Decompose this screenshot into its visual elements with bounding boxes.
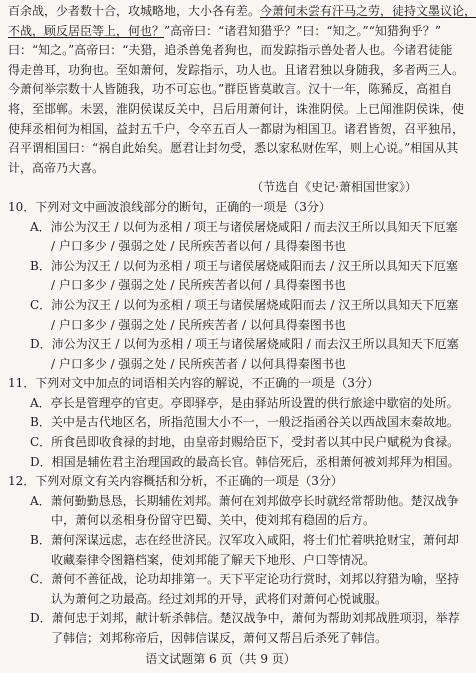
passage-line: 得走兽耳，功狗也。至如萧何，发踪指示，功人也。且诸君独以身随我，多者两三人。	[8, 62, 465, 77]
option-c[interactable]: C．萧何不善征战，论功却排第一。天下平定论功行赏时，刘邦以狩猎为喻，坚持	[30, 572, 460, 587]
passage-line: 曰：“知之。”高帝曰：“夫猎，追杀兽兔者狗也，而发踪指示兽处者人也。今诸君徒能	[8, 43, 453, 58]
option-d[interactable]: D．萧何忠于刘邦，献计斩杀韩信。楚汉战争中，萧何为帮助刘邦战胜项羽，举荐	[30, 611, 460, 626]
option-c[interactable]: C．所食邑即收食禄的封地，由皇帝封赐给臣下，受封者以其中民户赋税为食禄。	[30, 435, 460, 450]
passage	[8, 2, 476, 198]
option-c-cont: 认为萧何之功最高。经过刘邦的开导，武将们对萧何心悦诚服。	[51, 591, 388, 606]
passage-line	[8, 2, 476, 22]
option-c-cont: / 户口多少 / 强弱之处 / 民所疾苦者 / 以何具得秦图书也	[51, 317, 346, 332]
passage-line: 使拜丞相何为相国，益封五千户，令卒五百人一都尉为相国卫。诸君皆贺，召平独吊，	[8, 121, 465, 136]
question-stem: 11．下列对文中加点的词语相关内容的解说，不正确的一项是（3分）	[8, 376, 379, 391]
option-b[interactable]: B．萧何深谋远虑，志在经世济民。汉军攻入咸阳，将士们忙着哄抢财宝，萧何却	[30, 533, 459, 548]
question-11	[8, 374, 460, 472]
option-b-cont: / 户口多少 / 强弱之处 / 民所疾苦者以何 / 具得秦图书也	[51, 278, 346, 293]
option-a[interactable]: A．沛公为汉王 / 以何为丞相 / 项王与诸侯屠烧咸阳 / 而去汉王所以具知天下厄塞	[30, 219, 458, 234]
passage-source: （节选自《史记·萧相国世家》）	[251, 180, 417, 195]
option-c[interactable]: C．沛公为汉王 / 以何为丞相 / 项王与诸侯屠烧咸阳而去 / 汉王所以具知天下厄塞	[30, 297, 459, 312]
question-stem: 12．下列对原文有关内容概括和分析，不正确的一项是（3分）	[8, 474, 343, 489]
page-footer: 语文试题第 6 页（共 9 页）	[145, 652, 296, 666]
option-d[interactable]: D．沛公为汉王 / 以何为丞相 / 项王与诸侯屠烧咸阳 / 而去汉王所以具知天下厄塞	[30, 337, 459, 352]
wavy-underlined-text: 今萧何未尝有汗马之劳，徒持文墨议论，	[260, 4, 476, 18]
option-b-cont: 收藏秦律令图籍档案，使刘邦能了解天下地形、户口等情况。	[51, 552, 376, 567]
option-d-cont: / 户口多少 / 强弱之处 / 民所疾苦者 / 以何具得秦图书也	[51, 356, 346, 371]
option-b[interactable]: B．关中是古代地区名，所指范围大小不一，一般泛指函谷关以西战国末秦故地。	[30, 415, 459, 430]
passage-line: 将，至邯郸。未罢，淮阴侯谋反关中，吕后用萧何计，诛淮阴侯。上已闻淮阴侯诛，使	[8, 101, 465, 116]
option-a-cont: / 户口多少 / 强弱之处 / 民所疾苦者以何 / 具得秦图书也	[51, 239, 346, 254]
option-a[interactable]: A．萧何勤勤恳恳，长期辅佐刘邦。萧何在刘邦做亭长时就经常帮助他。楚汉战争	[30, 493, 459, 508]
option-a[interactable]: A．亭长是管理亭的官吏。亭即驿亭，是由驿站所设置的供行旅途中歇宿的处所。	[30, 395, 459, 410]
option-d-cont: 了韩信；刘邦称帝后，因韩信谋反，萧何又帮吕后杀死了韩信。	[51, 631, 388, 645]
question-stem: 10．下列对文中画波浪线部分的断句，正确的一项是（3分）	[8, 199, 331, 214]
passage-line	[8, 159, 433, 179]
passage-line: 今萧何举宗数十人皆随我，功不可忘也。”群臣皆莫敢言。汉十一年，陈豨反，高祖自	[8, 82, 453, 97]
wavy-underlined-text: 不战，顾反居臣等上，何也？	[8, 23, 165, 38]
option-b[interactable]: B．沛公为汉王 / 以何为丞相 / 项王与诸侯屠烧咸阳而去 / 汉王所以具知天下厄塞	[30, 258, 458, 273]
option-a-cont: 中，萧何以丞相身份留守巴蜀、关中，使刘邦有稳固的后方。	[51, 513, 376, 528]
passage-line: 召平谓相国曰：“祸自此始矣。愿君让封勿受，悉以家私财佐军，则上心说。”相国从其	[8, 141, 459, 156]
question-10	[8, 198, 459, 374]
passage-text: 百余战，少者数十合，攻城略地，大小各有差。	[8, 4, 261, 18]
question-12	[8, 472, 460, 648]
passage-text: 计，高帝乃大喜。	[8, 160, 105, 175]
passage-line	[8, 22, 441, 42]
option-d[interactable]: D．相国是辅佐君主治理国政的最高长官。韩信死后，丞相萧何被刘邦拜为相国。	[30, 454, 460, 469]
passage-text: ”高帝曰：“诸君知猎乎？”曰：“知之。”“知猎狗乎？”	[164, 23, 441, 38]
